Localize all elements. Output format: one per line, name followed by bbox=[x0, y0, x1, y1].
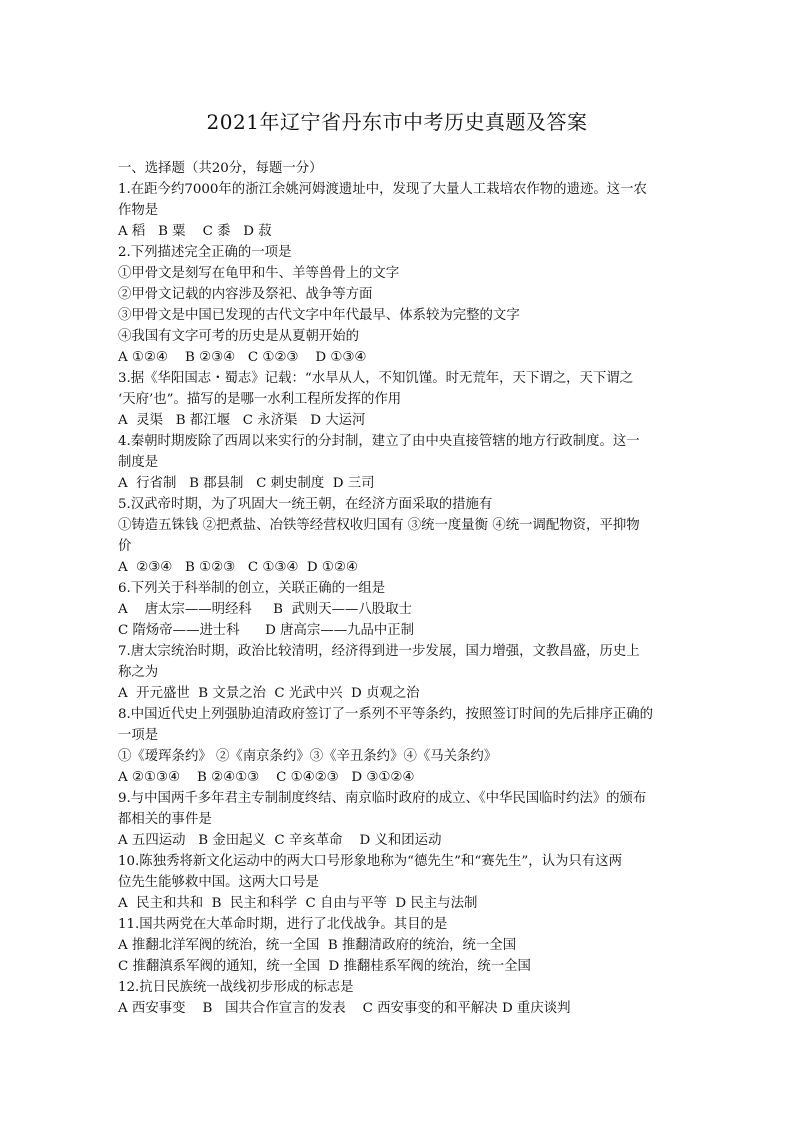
question-stem-line: 7.唐太宗统治时期，政治比较清明，经济得到进一步发展，国力增强，文教昌盛，历史上 bbox=[118, 644, 640, 659]
question-stem-line: 4.秦朝时期废除了西周以来实行的分封制，建立了由中央直接管辖的地方行政制度。这一 bbox=[118, 434, 640, 449]
question-stem-line: 10.陈独秀将新文化运动中的两大口号形象地称为“德先生”和“赛先生”，认为只有这两 bbox=[118, 854, 622, 869]
question-stem-line: 1.在距今约7000年的浙江余姚河姆渡遗址中，发现了大量人工栽培农作物的遗迹。这一农 bbox=[118, 182, 647, 197]
question-list bbox=[118, 179, 678, 1019]
question-options-line: A 唐太宗——明经科 B 武则天——八股取士 bbox=[118, 602, 412, 617]
question-6 bbox=[118, 578, 678, 641]
section-header: 一、选择题（共20分，每题一分） bbox=[118, 161, 323, 176]
question-stem-line: 3.据《华阳国志・蜀志》记载：“水旱从人，不知饥馑。时无荒年，天下谓之，天下谓之 bbox=[118, 371, 634, 386]
question-stem-line: ①甲骨文是刻写在龟甲和牛、羊等兽骨上的文字 bbox=[118, 266, 400, 281]
question-stem-line: 8.中国近代史上列强胁迫清政府签订了一系列不平等条约，按照签订时间的先后排序正确的 bbox=[118, 707, 654, 722]
page-title: 2021年辽宁省丹东市中考历史真题及答案 bbox=[206, 110, 588, 134]
question-10 bbox=[118, 851, 678, 914]
question-9 bbox=[118, 788, 678, 851]
question-options-line: A 五四运动 B 金田起义 C 辛亥革命 D 义和团运动 bbox=[118, 833, 442, 848]
question-options-line: A 开元盛世 B 文景之治 C 光武中兴 D 贞观之治 bbox=[118, 686, 420, 701]
question-stem-line: 价 bbox=[118, 539, 132, 554]
question-options-line: A 行省制 B 郡县制 C 刺史制度 D 三司 bbox=[118, 476, 375, 491]
exam-content bbox=[118, 158, 678, 1019]
question-options-line: A 民主和共和 B 民主和科学 C 自由与平等 D 民主与法制 bbox=[118, 896, 478, 911]
question-3 bbox=[118, 368, 678, 431]
question-11 bbox=[118, 914, 678, 977]
question-options-line: A 推翻北洋军阀的统治，统一全国 B 推翻清政府的统治，统一全国 bbox=[118, 938, 517, 953]
question-options-line: C 隋炀帝——进士科 D 唐高宗——九品中正制 bbox=[118, 623, 415, 638]
question-stem-line: 5.汉武帝时期，为了巩固大一统王朝，在经济方面采取的措施有 bbox=[118, 497, 493, 512]
question-options-line: A 西安事变 B 国共合作宣言的发表 C 西安事变的和平解决 D 重庆谈判 bbox=[118, 1001, 571, 1016]
question-7 bbox=[118, 641, 678, 704]
question-stem-line: 位先生能够救中国。这两大口号是 bbox=[118, 875, 319, 890]
question-stem-line: ②甲骨文记载的内容涉及祭祀、战争等方面 bbox=[118, 287, 373, 302]
question-stem-line: 一项是 bbox=[118, 728, 159, 743]
question-8 bbox=[118, 704, 678, 788]
question-5 bbox=[118, 494, 678, 578]
question-stem-line: 9.与中国两千多年君主专制制度终结、南京临时政府的成立、《中华民国临时约法》的颁布 bbox=[118, 791, 647, 806]
question-stem-line: ‘天府’也”。描写的是哪一水利工程所发挥的作用 bbox=[118, 392, 402, 407]
question-options-line: A 灵渠 B 都江堰 C 永济渠 D 大运河 bbox=[118, 413, 366, 428]
question-stem-line: 制度是 bbox=[118, 455, 159, 470]
question-stem-line: 6.下列关于科举制的创立，关联正确的一组是 bbox=[118, 581, 386, 596]
question-options-line: A ②①③④ B ②④①③ C ①④②③ D ③①②④ bbox=[118, 770, 415, 785]
question-stem-line: 11.国共两党在大革命时期，进行了北伐战争。其目的是 bbox=[118, 917, 448, 932]
question-2 bbox=[118, 242, 678, 368]
question-stem-line: ③甲骨文是中国已发现的古代文字中年代最早、体系较为完整的文字 bbox=[118, 308, 520, 323]
question-stem-line: 称之为 bbox=[118, 665, 159, 680]
question-stem-line: 2.下列描述完全正确的一项是 bbox=[118, 245, 292, 260]
question-options-line: A ②③④ B ①②③ C ①③④ D ①②④ bbox=[118, 560, 358, 575]
question-stem-line: ①《瑷珲条约》 ②《南京条约》③《辛丑条约》④《马关条约》 bbox=[118, 749, 498, 764]
question-options-line: A 稻 B 粟 C 黍 D 菽 bbox=[118, 224, 272, 239]
question-stem-line: 作物是 bbox=[118, 203, 159, 218]
question-options-line: A ①②④ B ②③④ C ①②③ D ①③④ bbox=[118, 350, 367, 365]
question-options-line: C 推翻滇系军阀的通知，统一全国 D 推翻桂系军阀的统治，统一全国 bbox=[118, 959, 531, 974]
question-4 bbox=[118, 431, 678, 494]
question-stem-line: 都相关的事件是 bbox=[118, 812, 212, 827]
question-stem-line: ④我国有文字可考的历史是从夏朝开始的 bbox=[118, 329, 360, 344]
question-1 bbox=[118, 179, 678, 242]
question-stem-line: 12.抗日民族统一战线初步形成的标志是 bbox=[118, 980, 354, 995]
question-12 bbox=[118, 977, 678, 1019]
question-stem-line: ①铸造五铢钱 ②把煮盐、冶铁等经营权收归国有 ③统一度量衡 ④统一调配物资，平抑物 bbox=[118, 518, 640, 533]
